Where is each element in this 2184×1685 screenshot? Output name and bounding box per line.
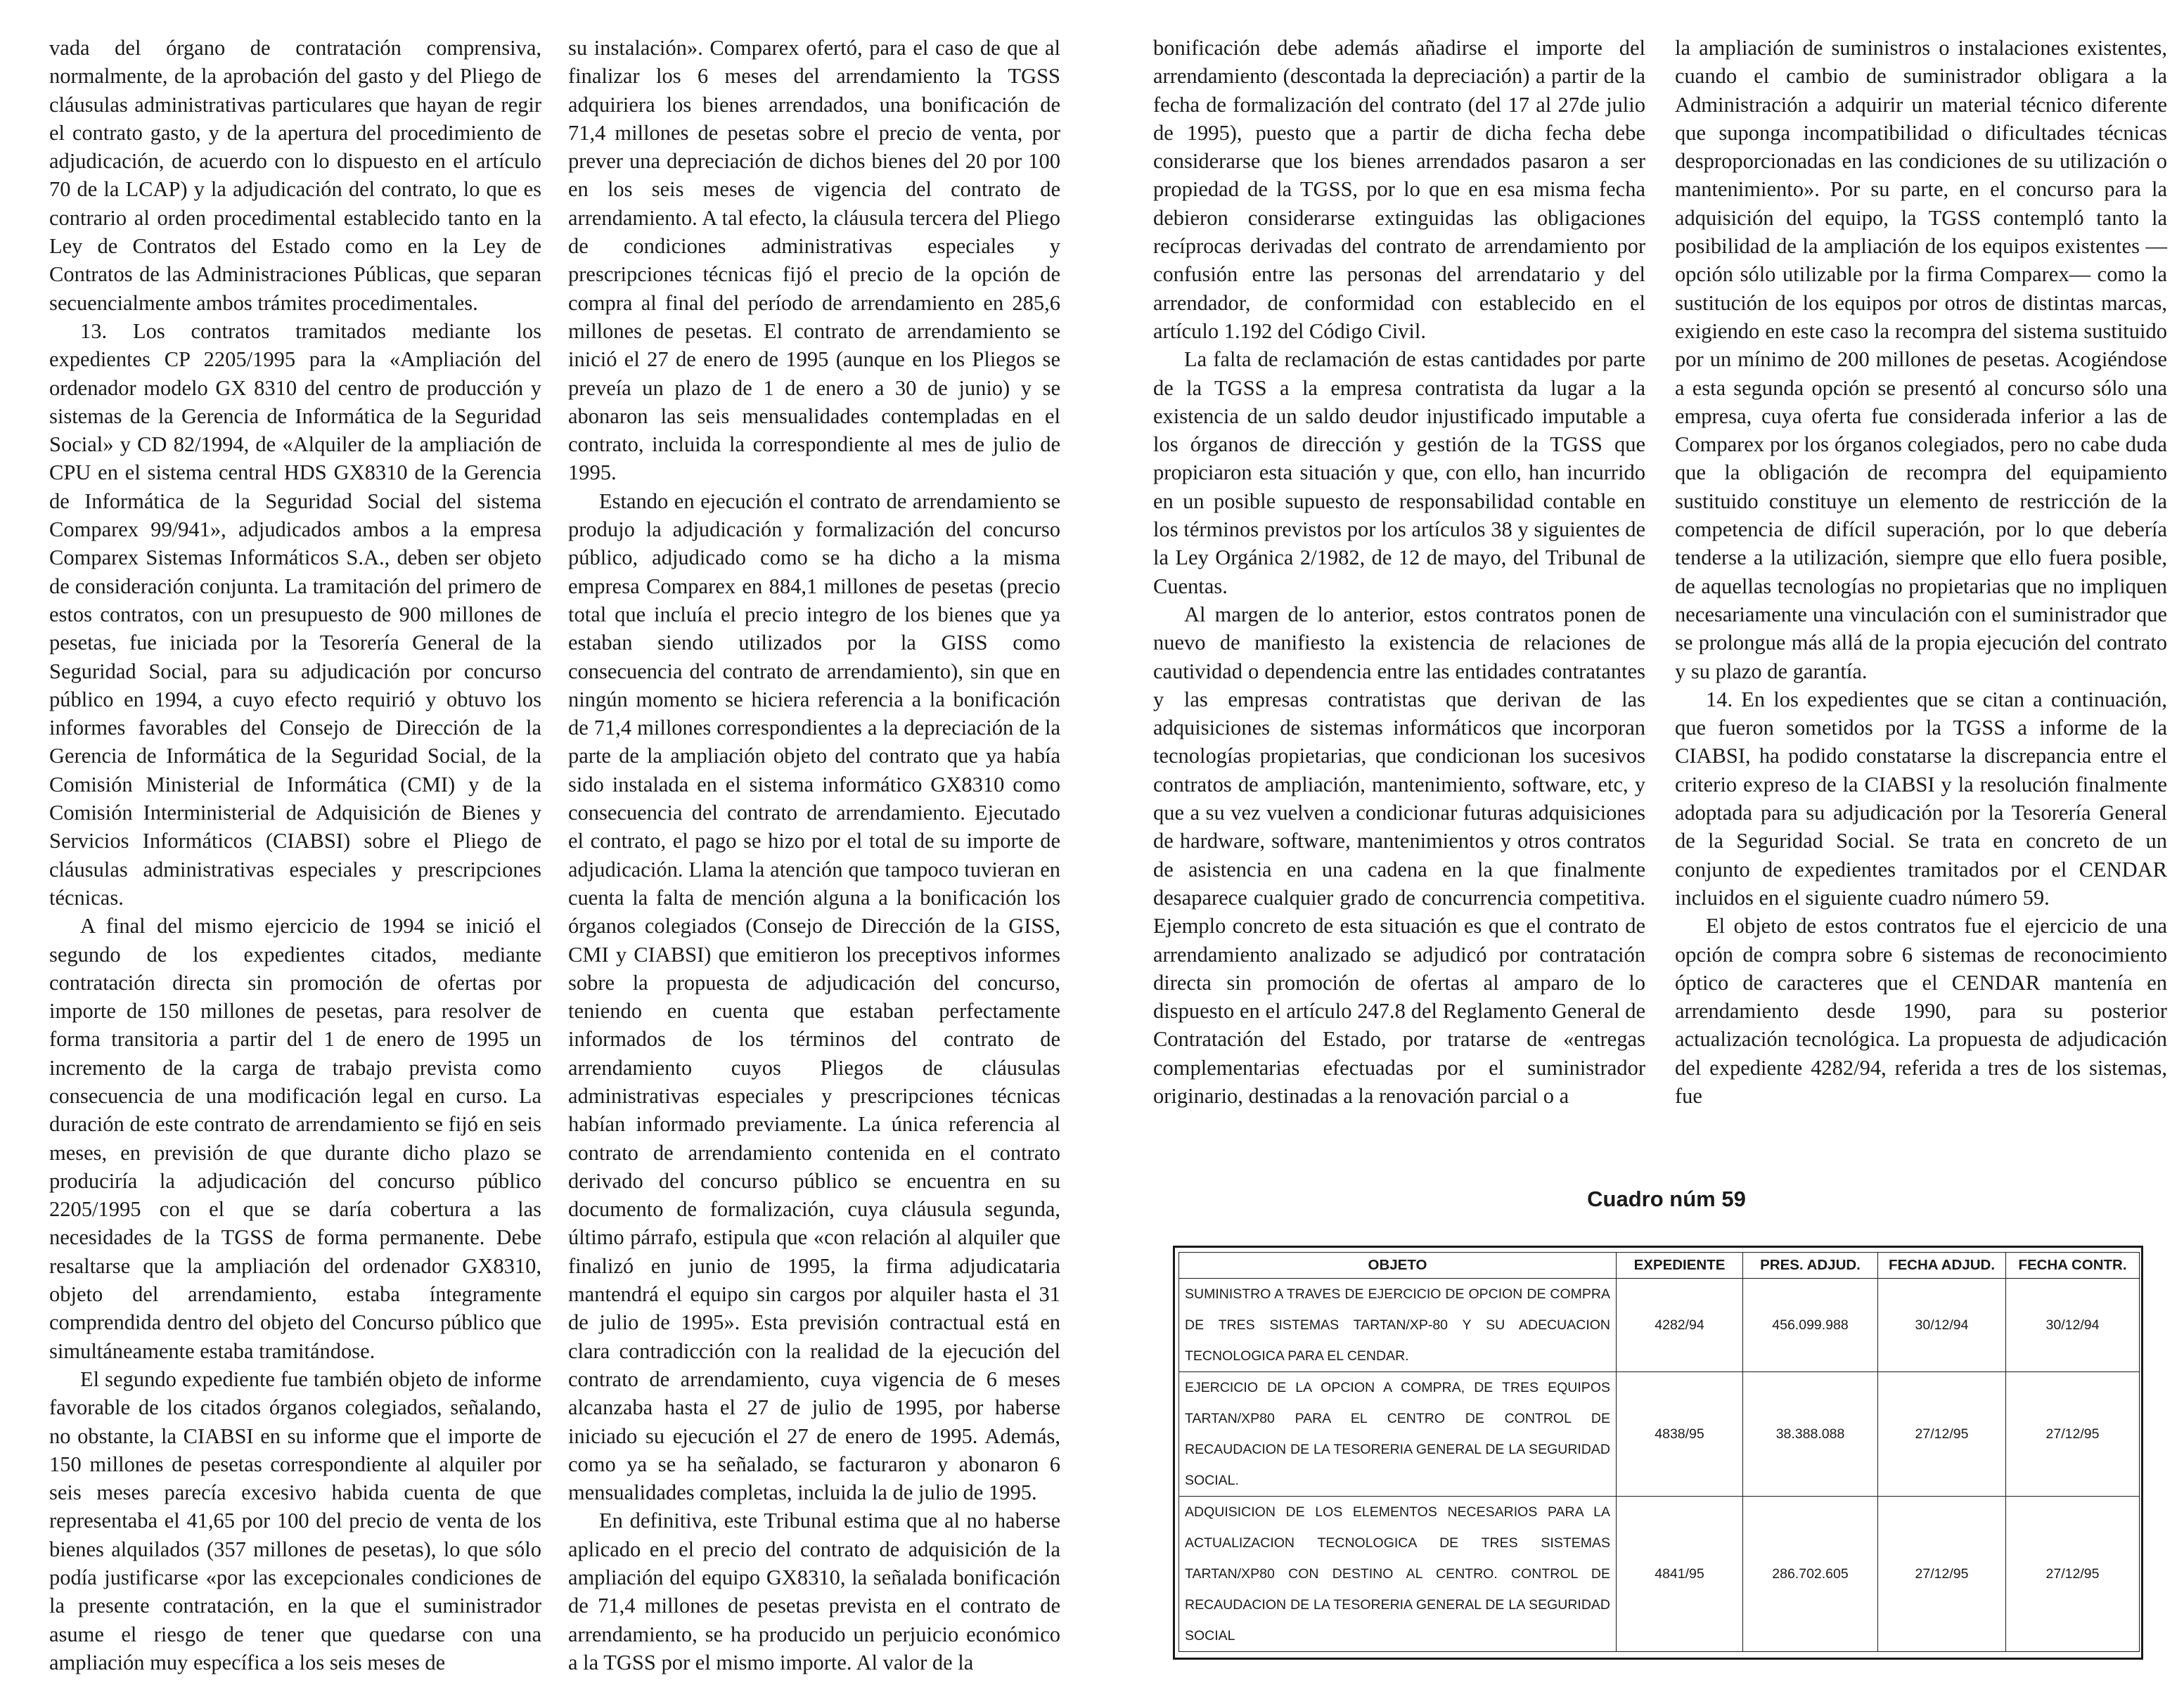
- cell-pres-adjud: 286.702.605: [1743, 1497, 1878, 1652]
- cell-fecha-contr: 27/12/95: [2006, 1497, 2140, 1652]
- paragraph: Estando en ejecución el contrato de arrendamiento se produjo la adjudicación y formalización del concurso público, adjudicado como se ha dicho a la misma empresa Comparex en 884,1 millones de pesetas (precio total que incluía el precio integro de los bienes que ya estaban siendo utilizados por la GISS como consecuencia del contrato de arrendamiento), sin que en ningún momento se hiciera referencia a la bonificación de 71,4 millones correspondientes a la depreciación de la parte de la ampliación objeto del contrato que ya había sido instalada en el sistema informático GX8310 como consecuencia del contrato de arrendamiento. Ejecutado el contrato, el pago se hizo por el total de su importe de adjudicación. Llama la atención que tampoco tuvieran en cuenta la falta de mención alguna a la bonificación los órganos colegiados (Consejo de Dirección de la GISS, CMI y CIABSI) que emitieron los preceptivos informes sobre la propuesta de adjudicación del concurso, teniendo en cuenta que estaban perfectamente informados de los términos del contrato de arrendamiento cuyos Pliegos de cláusulas administrativas especiales y prescripciones técnicas habían informado previamente. La única referencia al contrato de arrendamiento contenida en el contrato derivado del concurso público se encuentra en su documento de formalización, cuya cláusula segunda, último párrafo, estipula que «con relación al alquiler que finalizó en junio de 1995, la firma adjudicataria mantendrá el equipo sin cargos por alquiler hasta el 31 de julio de 1995». Esta previsión contractual está en clara contradicción con la realidad de la ejecución del contrato de arrendamiento, cuya vigencia de 6 meses alcanzaba hasta el 27 de julio de 1995, por haberse iniciado su ejecución el 27 de enero de 1995. Además, como ya se ha señalado, se facturaron y abonaron 6 mensualidades completas, incluida la de julio de 1995.: [568, 489, 1060, 1505]
- paragraph: su instalación». Comparex ofertó, para el caso de que al finalizar los 6 meses del arrendamiento la TGSS adquiriera los bienes arrendados, una bonificación de 71,4 millones de pesetas sobre el precio de venta, por prever una depreciación de dichos bienes del 20 por 100 en los seis meses de vigencia del contrato de arrendamiento. A tal efecto, la cláusula tercera del Pliego de condiciones administrativas especiales y prescripciones técnicas fijó el precio de la opción de compra al final del período de arrendamiento en 285,6 millones de pesetas. El contrato de arrendamiento se inició el 27 de enero de 1995 (aunque en los Pliegos se preveía un plazo de 1 de enero a 30 de junio) y se abonaron las seis mensualidades contempladas en el contrato, incluida la correspondiente al mes de julio de 1995.: [568, 36, 1060, 485]
- cell-fecha-adjud: 27/12/95: [1878, 1497, 2006, 1652]
- table-row: [1179, 1372, 2140, 1497]
- header-expediente: EXPEDIENTE: [1617, 1253, 1743, 1279]
- paragraph: El objeto de estos contratos fue el ejercicio de una opción de compra sobre 6 sistemas de reconocimiento óptico de caracteres que el CENDAR mantenía en arrendamiento desde 1990, para su posterior actualización tecnológica. La propuesta de adjudicación del expediente 4282/94, referida a tres de los sistemas, fue: [1675, 914, 2167, 1108]
- cell-objeto: SUMINISTRO A TRAVES DE EJERCICIO DE OPCION DE COMPRA DE TRES SISTEMAS TARTAN/XP-80 Y SU ADECUACION TECNOLOGICA PARA EL CENDAR.: [1179, 1279, 1617, 1372]
- text-column-1: [49, 34, 541, 1677]
- cuadro-table: [1178, 1252, 2140, 1652]
- header-pres-adjud: PRES. ADJUD.: [1743, 1253, 1878, 1279]
- header-fecha-adjud: FECHA ADJUD.: [1878, 1253, 2006, 1279]
- cell-fecha-contr: 30/12/94: [2006, 1279, 2140, 1372]
- cell-objeto: ADQUISICION DE LOS ELEMENTOS NECESARIOS PARA LA ACTUALIZACION TECNOLOGICA DE TRES SISTEMAS TARTAN/XP80 CON DESTINO AL CENTRO. CONTROL DE RECAUDACION DE LA TESORERIA GENERAL DE LA SEGURIDAD SOCIAL: [1179, 1497, 1617, 1652]
- paragraph: 14. En los expedientes que se citan a continuación, que fueron sometidos por la TGSS a informe de la CIABSI, ha podido constatarse la discrepancia entre el criterio expreso de la CIABSI y la resolución finalmente adoptada para su adjudicación por la Tesorería General de la Seguridad Social. Se trata en concreto de un conjunto de expedientes tramitados por el CENDAR incluidos en el siguiente cuadro número 59.: [1675, 687, 2167, 910]
- table-row: [1179, 1497, 2140, 1652]
- cell-fecha-adjud: 27/12/95: [1878, 1372, 2006, 1497]
- cell-expediente: 4841/95: [1617, 1497, 1743, 1652]
- paragraph: Al margen de lo anterior, estos contratos ponen de nuevo de manifiesto la existencia de relaciones de cautividad o dependencia entre las entidades contratantes y las empresas contratistas que derivan de las adquisiciones de sistemas informáticos que incorporan tecnologías propietarias, que condicionan los sucesivos contratos de ampliación, mantenimiento, software, etc, y que a su vez vuelven a condicionar futuras adquisiciones de hardware, software, mantenimientos y otros contratos de asistencia en una cadena en la que finalmente desaparece cualquier grado de concurrencia competitiva. Ejemplo concreto de esta situación es que el contrato de arrendamiento analizado se adjudicó por contratación directa sin promoción de ofertas al amparo de lo dispuesto en el artículo 247.8 del Reglamento General de Contratación del Estado, por tratarse de «entregas complementarias efectuadas por el suministrador originario, destinadas a la renovación parcial o a: [1153, 602, 1645, 1108]
- cuadro-table-frame: [1173, 1246, 2143, 1660]
- paragraph: bonificación debe además añadirse el importe del arrendamiento (descontada la depreciación) a partir de la fecha de formalización del contrato (del 17 al 27de julio de 1995), puesto que a partir de dicha fecha debe considerarse que los bienes arrendados pasaron a ser propiedad de la TGSS, por lo que en esa misma fecha debieron considerarse extinguidas las obligaciones recíprocas derivadas del contrato de arrendamiento por confusión entre las personas del arrendatario y del arrendador, de conformidad con establecido en el artículo 1.192 del Código Civil.: [1153, 36, 1645, 343]
- text-column-4: [1675, 34, 2167, 1110]
- table-title: Cuadro núm 59: [1587, 1187, 1746, 1211]
- paragraph: La falta de reclamación de estas cantidades por parte de la TGSS a la empresa contratista da lugar a la existencia de un saldo deudor injustificado imputable a los órganos de dirección y gestión de la TGSS que propiciaron esta situación y que, con ello, han incurrido en un posible supuesto de responsabilidad contable en los términos previstos por los artículos 38 y siguientes de la Ley Orgánica 2/1982, de 12 de mayo, del Tribunal de Cuentas.: [1153, 347, 1645, 598]
- header-fecha-contr: FECHA CONTR.: [2006, 1253, 2140, 1279]
- cell-pres-adjud: 456.099.988: [1743, 1279, 1878, 1372]
- cell-fecha-adjud: 30/12/94: [1878, 1279, 2006, 1372]
- paragraph: El segundo expediente fue también objeto de informe favorable de los citados órganos colegiados, señalando, no obstante, la CIABSI en su informe que el importe de 150 millones de pesetas correspondiente al alquiler por seis meses parecía excesivo habida cuenta de que representaba el 41,65 por 100 del precio de venta de los bienes alquilados (357 millones de pesetas), lo que sólo podía justificarse «por las excepcionales condiciones de la presente contratación, en la que el suministrador asume el riesgo de tener que quedarse con una ampliación muy específica a los seis meses de: [49, 1367, 541, 1674]
- text-column-3: [1153, 34, 1645, 1110]
- header-objeto: OBJETO: [1179, 1253, 1617, 1279]
- cell-objeto: EJERCICIO DE LA OPCION A COMPRA, DE TRES EQUIPOS TARTAN/XP80 PARA EL CENTRO DE CONTROL DE RECAUDACION DE LA TESORERIA GENERAL DE LA SEGURIDAD SOCIAL.: [1179, 1372, 1617, 1497]
- paragraph: la ampliación de suministros o instalaciones existentes, cuando el cambio de suministrador obligara a la Administración a adquirir un material técnico diferente que suponga incompatibilidad o dificultades técnicas desproporcionadas en las condiciones de su utilización o mantenimiento». Por su parte, en el concurso para la adquisición del equipo, la TGSS contempló tanto la posibilidad de la ampliación de los equipos existentes —opción sólo utilizable por la firma Comparex— como la sustitución de los equipos por otros de distintas marcas, exigiendo en este caso la recompra del sistema sustituido por un mínimo de 200 millones de pesetas. Acogiéndose a esta segunda opción se presentó al concurso sólo una empresa, cuya oferta fue considerada inferior a las de Comparex por los órganos colegiados, pero no cabe duda que la obligación de recompra del equipamiento sustituido constituye un elemento de restricción de la competencia de difícil superación, por lo que debería tenderse a la utilización, siempre que ello fuera posible, de aquellas tecnologías no propietarias que no impliquen necesariamente una vinculación con el suministrador que se prolongue más allá de la propia ejecución del contrato y su plazo de garantía.: [1675, 36, 2167, 683]
- table-row: [1179, 1279, 2140, 1372]
- text-column-2: [568, 34, 1060, 1677]
- cell-expediente: 4282/94: [1617, 1279, 1743, 1372]
- paragraph: A final del mismo ejercicio de 1994 se inició el segundo de los expedientes citados, mediante contratación directa sin promoción de ofertas por importe de 150 millones de pesetas, para resolver de forma transitoria a partir del 1 de enero de 1995 un incremento de la carga de trabajo prevista como consecuencia de una modificación legal en curso. La duración de este contrato de arrendamiento se fijó en seis meses, en previsión de que durante dicho plazo se produciría la adjudicación del concurso público 2205/1995 con el que se daría cobertura a las necesidades de la TGSS de forma permanente. Debe resaltarse que la ampliación del ordenador GX8310, objeto del arrendamiento, estaba íntegramente comprendida dentro del objeto del Concurso público que simultáneamente estaba tramitándose.: [49, 914, 541, 1363]
- table-header-row: [1179, 1253, 2140, 1279]
- paragraph: vada del órgano de contratación comprensiva, normalmente, de la aprobación del gasto y del Pliego de cláusulas administrativas particulares que hayan de regir el contrato gasto, y de la apertura del procedimiento de adjudicación, de acuerdo con lo dispuesto en el artículo 70 de la LCAP) y la adjudicación del contrato, lo que es contrario al orden procedimental establecido tanto en la Ley de Contratos del Estado como en la Ley de Contratos de las Administraciones Públicas, que separan secuencialmente ambos trámites procedimentales.: [49, 36, 541, 315]
- cell-pres-adjud: 38.388.088: [1743, 1372, 1878, 1497]
- cell-expediente: 4838/95: [1617, 1372, 1743, 1497]
- cell-fecha-contr: 27/12/95: [2006, 1372, 2140, 1497]
- paragraph: 13. Los contratos tramitados mediante los expedientes CP 2205/1995 para la «Ampliación del ordenador modelo GX 8310 del centro de producción y sistemas de la Gerencia de Informática de la Seguridad Social» y CD 82/1994, de «Alquiler de la ampliación de CPU en el sistema central HDS GX8310 de la Gerencia de Informática de la Seguridad Social del sistema Comparex 99/941», adjudicados ambos a la empresa Comparex Sistemas Informáticos S.A., deben ser objeto de consideración conjunta. La tramitación del primero de estos contratos, con un presupuesto de 900 millones de pesetas, fue iniciada por la Tesorería General de la Seguridad Social, para su adjudicación por concurso público en 1994, a cuyo efecto requirió y obtuvo los informes favorables del Consejo de Dirección de la Gerencia de Informática de la Seguridad Social, de la Comisión Ministerial de Informática (CMI) y de la Comisión Interministerial de Adquisición de Bienes y Servicios Informáticos (CIABSI) sobre el Pliego de cláusulas administrativas especiales y prescripciones técnicas.: [49, 318, 541, 910]
- paragraph: En definitiva, este Tribunal estima que al no haberse aplicado en el precio del contrato de adquisición de la ampliación del equipo GX8310, la señalada bonificación de 71,4 millones de pesetas prevista en el contrato de arrendamiento, se ha producido un perjuicio económico a la TGSS por el mismo importe. Al valor de la: [568, 1509, 1060, 1674]
